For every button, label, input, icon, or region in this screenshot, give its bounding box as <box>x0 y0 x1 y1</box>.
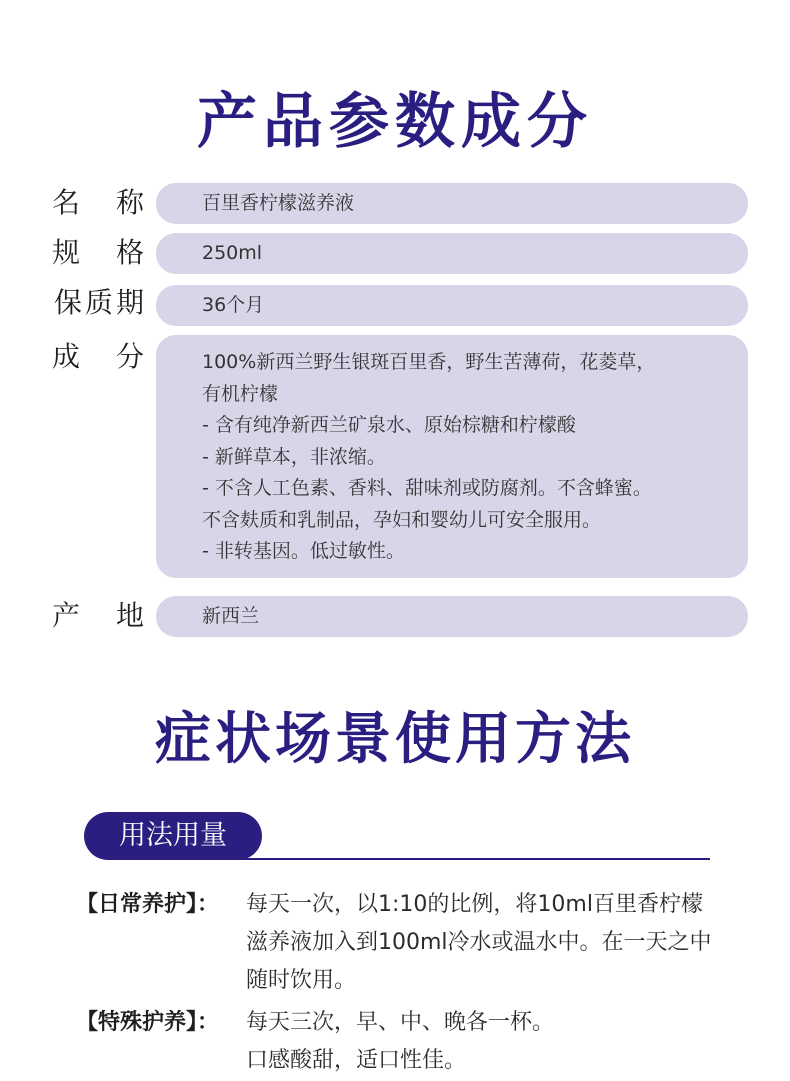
special-care-label: 【特殊护养】： <box>76 1010 220 1035</box>
param-label-origin: 产地 <box>52 599 144 632</box>
param-value-spec: 250ml <box>156 233 748 274</box>
ingredients-line: 100%新西兰野生银斑百里香，野生苦薄荷，花菱草， <box>202 351 656 373</box>
section-title-product-params: 产品参数成分 <box>197 87 593 157</box>
ingredients-line: 有机柠檬 <box>202 382 279 405</box>
param-label-name: 名称 <box>52 186 144 219</box>
daily-care-label: 【日常养护】： <box>76 892 220 917</box>
daily-care-line: 随时饮用。 <box>246 968 357 993</box>
param-label-spec: 规格 <box>52 236 144 269</box>
param-value-ingredients <box>156 335 748 578</box>
daily-care-text <box>246 886 736 1000</box>
ingredients-line: - 含有纯净新西兰矿泉水、原始棕糖和柠檬酸 <box>202 414 576 436</box>
special-care-line: 每天三次，早、中、晚各一杯。 <box>246 1010 555 1035</box>
special-care-line: 口感酸甜，适口性佳。 <box>246 1048 467 1073</box>
usage-divider <box>200 858 710 860</box>
daily-care-line: 滋养液加入到100ml冷水或温水中。在一天之中 <box>246 930 712 955</box>
daily-care-line: 每天一次，以1:10的比例，将10ml百里香柠檬 <box>246 892 703 917</box>
param-value-shelf-life: 36个月 <box>156 285 748 326</box>
ingredients-line: - 新鲜草本，非浓缩。 <box>202 445 386 468</box>
ingredients-line: - 不含人工色素、香料、甜味剂或防腐剂。不含蜂蜜。 <box>202 477 652 499</box>
usage-tag: 用法用量 <box>84 812 262 860</box>
ingredients-line: 不含麸质和乳制品，孕妇和婴幼儿可安全服用。 <box>202 508 602 531</box>
param-value-origin: 新西兰 <box>156 596 748 637</box>
param-label-shelf-life: 保质期 <box>54 286 144 319</box>
param-value-name: 百里香柠檬滋养液 <box>156 183 748 224</box>
param-label-ingredients: 成分 <box>52 340 144 373</box>
special-care-text <box>246 1004 736 1080</box>
section-title-usage: 症状场景使用方法 <box>155 707 635 772</box>
ingredients-line: - 非转基因。低过敏性。 <box>202 540 405 562</box>
